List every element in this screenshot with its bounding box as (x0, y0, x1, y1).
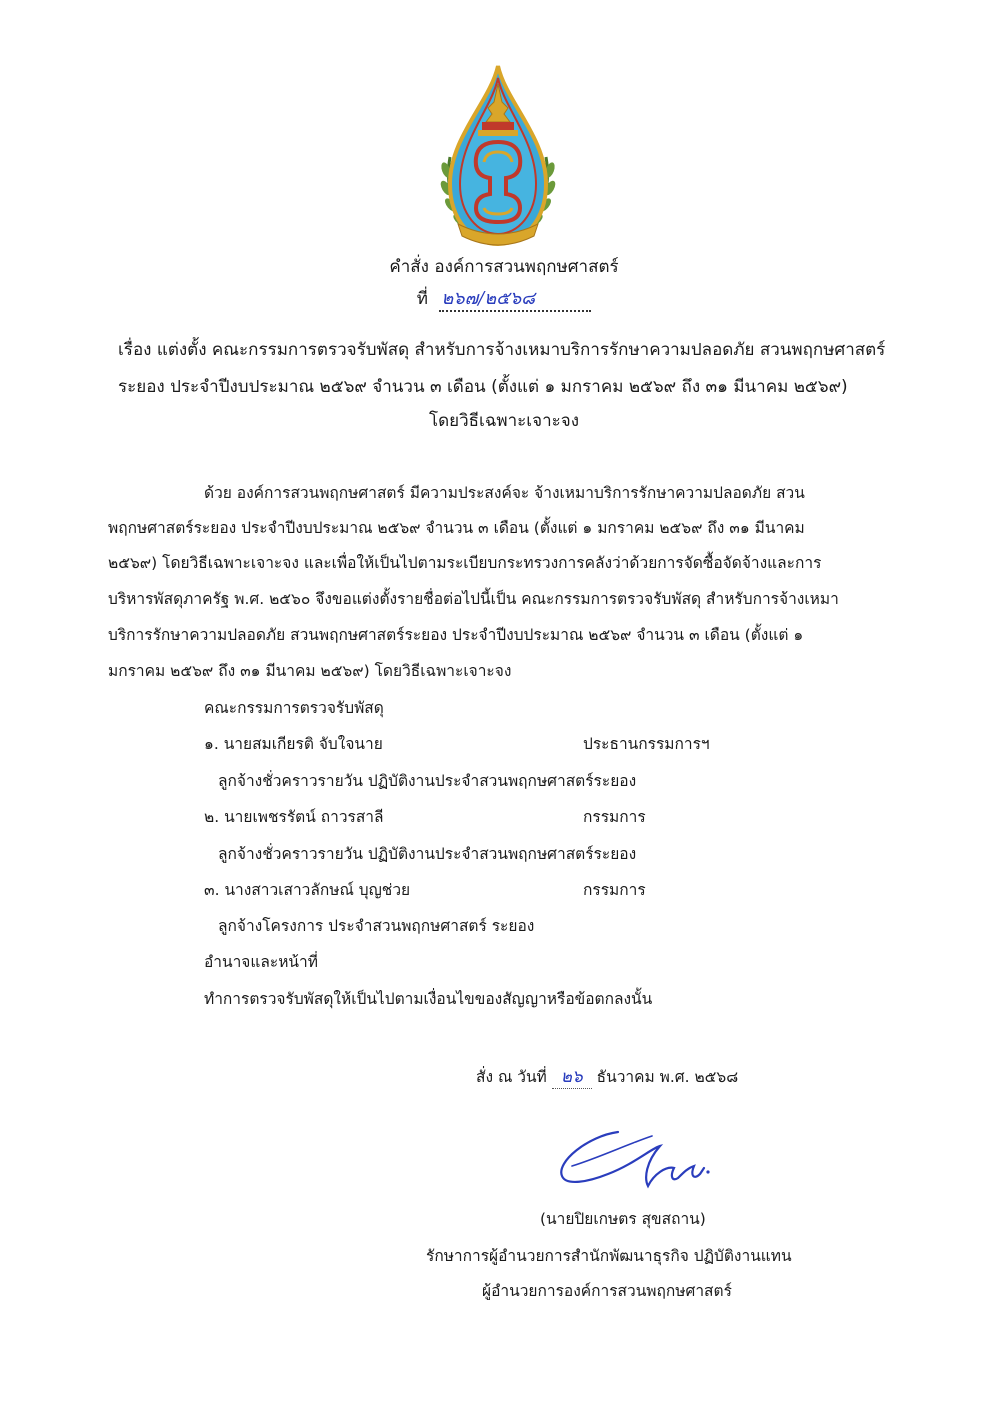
handwritten-signature (548, 1122, 718, 1212)
body-line: ด้วย องค์การสวนพฤกษศาสตร์ มีความประสงค์จะ จ้างเหมาบริการรักษาความปลอดภัย สวน (204, 484, 805, 502)
organization-emblem-logo (436, 62, 560, 254)
signatory-name: (นายปิยเกษตร สุขสถาน) (540, 1210, 706, 1228)
body-line: พฤกษศาสตร์ระยอง ประจำปีงบประมาณ ๒๕๖๙ จำนวน ๓ เดือน (ตั้งแต่ ๑ มกราคม ๒๕๖๙ ถึง ๓๑ มีนาคม (108, 519, 805, 537)
body-line: มกราคม ๒๕๖๙ ถึง ๓๑ มีนาคม ๒๕๖๙) โดยวิธีเฉพาะเจาะจง (108, 662, 512, 680)
body-line: บริการรักษาความปลอดภัย สวนพฤกษศาสตร์ระยอง ประจำปีงบประมาณ ๒๕๖๙ จำนวน ๓ เดือน (ตั้งแต่ ๑ (108, 626, 804, 644)
order-number (0, 288, 1008, 312)
member-role: กรรมการ (583, 808, 646, 826)
member-position: ลูกจ้างโครงการ ประจำสวนพฤกษศาสตร์ ระยอง (218, 917, 535, 935)
subject-line-1: เรื่อง แต่งตั้ง คณะกรรมการตรวจรับพัสดุ สำหรับการจ้างเหมาบริการรักษาความปลอดภัย สวนพฤกษศาสตร์ (118, 340, 886, 360)
member-name: ๓. นางสาวเสาวลักษณ์ บุญช่วย (204, 881, 411, 899)
subject-line-2: ระยอง ประจำปีงบประมาณ ๒๕๖๙ จำนวน ๓ เดือน (ตั้งแต่ ๑ มกราคม ๒๕๖๙ ถึง ๓๑ มีนาคม ๒๕๖๙) (118, 377, 848, 397)
order-date-suffix: ธันวาคม พ.ศ. ๒๕๖๘ (596, 1068, 739, 1086)
signatory-title-line-1: รักษาการผู้อำนวยการสำนักพัฒนาธุรกิจ ปฏิบัติงานแทน (426, 1247, 792, 1265)
duty-text: ทำการตรวจรับพัสดุให้เป็นไปตามเงื่อนไขของสัญญาหรือข้อตกลงนั้น (204, 990, 653, 1008)
order-date-day-handwritten: ๒๖ (552, 1066, 592, 1089)
member-role: กรรมการ (583, 881, 646, 899)
member-position: ลูกจ้างชั่วคราวรายวัน ปฏิบัติงานประจำสวนพฤกษศาสตร์ระยอง (218, 772, 637, 790)
member-position: ลูกจ้างชั่วคราวรายวัน ปฏิบัติงานประจำสวนพฤกษศาสตร์ระยอง (218, 845, 637, 863)
signatory-title-line-2: ผู้อำนวยการองค์การสวนพฤกษศาสตร์ (482, 1282, 732, 1300)
order-date-prefix: สั่ง ณ วันที่ (476, 1068, 547, 1086)
member-name: ๑. นายสมเกียรติ จับใจนาย (204, 735, 383, 753)
order-number-handwritten: ๒๖๗/๒๕๖๘ (439, 288, 591, 312)
duty-heading: อำนาจและหน้าที่ (204, 953, 318, 971)
order-date (476, 1066, 738, 1089)
subject-line-3: โดยวิธีเฉพาะเจาะจง (428, 411, 580, 431)
member-role: ประธานกรรมการฯ (583, 735, 710, 753)
order-heading: คำสั่ง องค์การสวนพฤกษศาสตร์ (389, 257, 619, 277)
body-line: ๒๕๖๙) โดยวิธีเฉพาะเจาะจง และเพื่อให้เป็นไปตามระเบียบกระทรวงการคลังว่าด้วยการจัดซื้อจัดจ้างและการ (108, 554, 822, 572)
order-number-label: ที่ (416, 289, 428, 309)
member-name: ๒. นายเพชรรัตน์ ถาวรสาลี (204, 808, 384, 826)
body-line: บริหารพัสดุภาครัฐ พ.ศ. ๒๕๖๐ จึงขอแต่งตั้งรายชื่อต่อไปนี้เป็น คณะกรรมการตรวจรับพัสดุ สำหรับการจ้างเหมา (108, 590, 839, 608)
committee-heading: คณะกรรมการตรวจรับพัสดุ (204, 699, 384, 717)
